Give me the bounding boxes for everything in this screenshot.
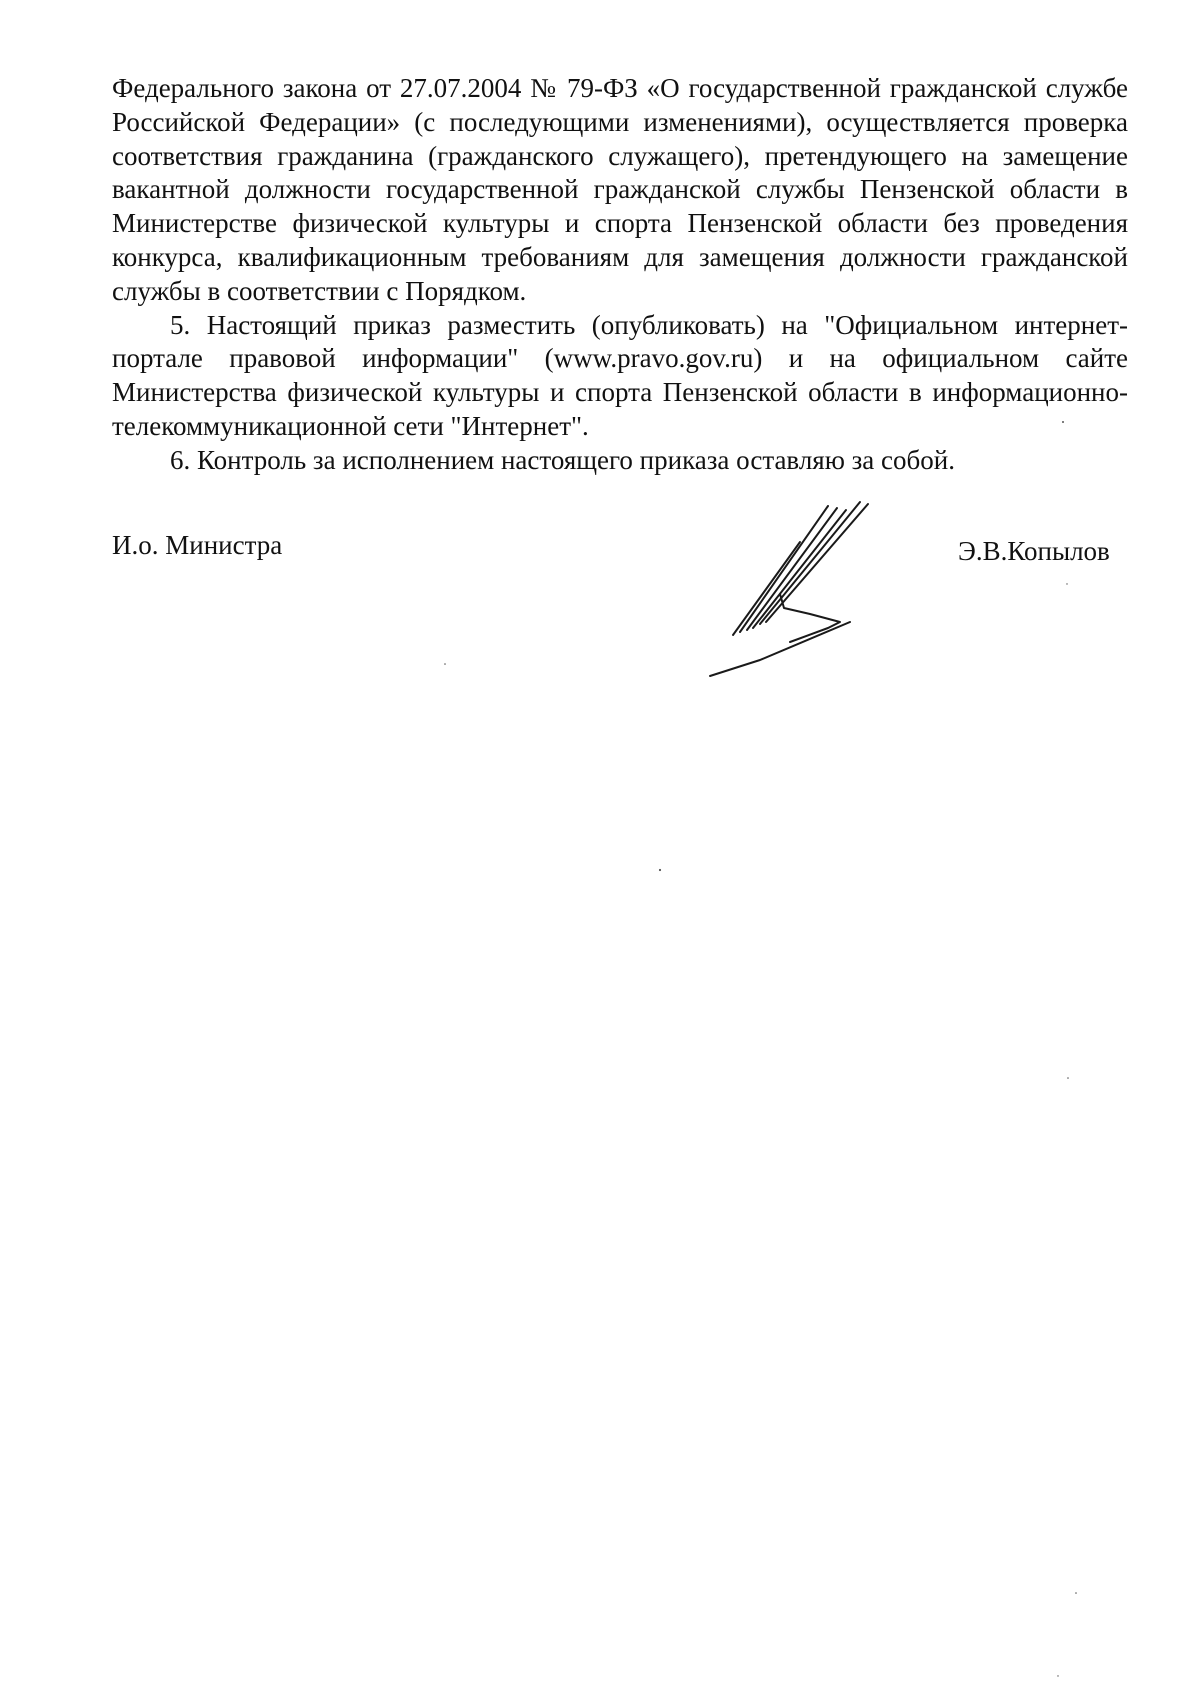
signatory-name: Э.В.Копылов bbox=[958, 536, 1110, 566]
signatory-position: И.о. Министра bbox=[112, 530, 283, 560]
paragraph-5: 5. Настоящий приказ разместить (опубликовать) на "Официальном интернет-портале правовой информации" (www.pravo.gov.ru) и на официальном сайте Министерства физической культуры и спорта Пензенской области в информационно-телекоммуникационной сети "Интернет". bbox=[112, 309, 1128, 441]
document-body bbox=[112, 72, 1128, 478]
handwritten-signature bbox=[700, 490, 930, 690]
paragraph-6: 6. Контроль за исполнением настоящего приказа оставляю за собой. bbox=[170, 444, 955, 475]
paragraph-continuation: Федерального закона от 27.07.2004 № 79-ФЗ «О государственной гражданской службе Российской Федерации» (с последующими изменениями), осуществляется проверка соответствия гражданина (гражданского служащего), претендующего на замещение вакантной должности государственной гражданской службы Пензенской области в Министерстве физической культуры и спорта Пензенской области без проведения конкурса, квалификационным требованиям для замещения должности гражданской службы в соответствии с Порядком. bbox=[112, 73, 1128, 306]
